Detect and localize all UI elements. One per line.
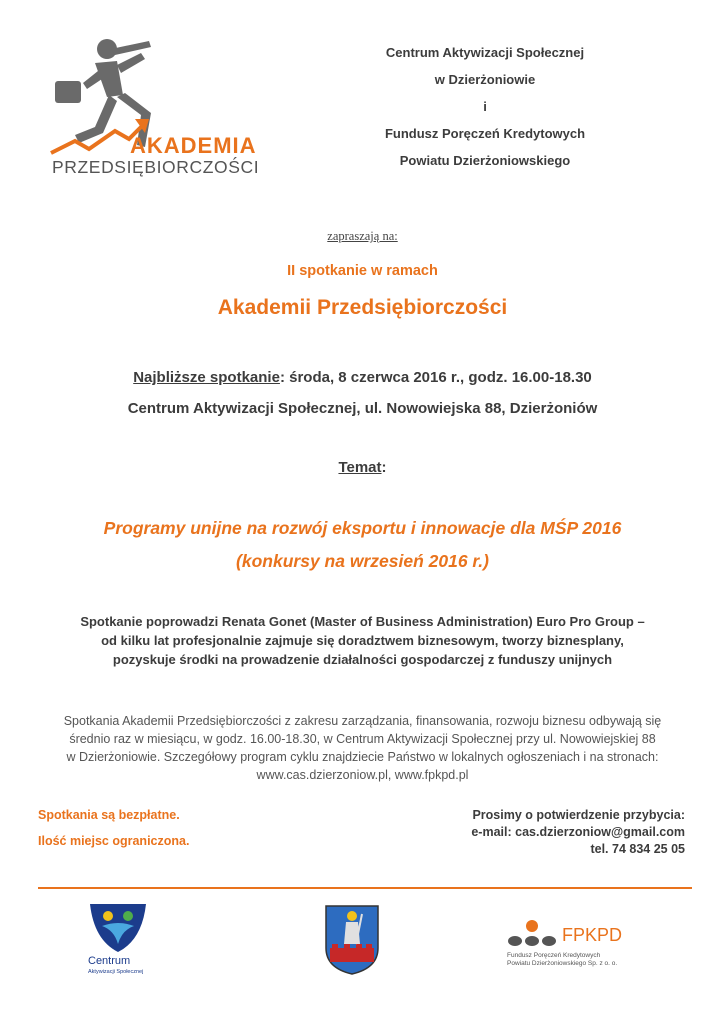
fpkpd-logo-name: FPKPD: [562, 925, 623, 945]
info-line-2: średnio raz w miesiącu, w godz. 16.00-18.30, w Centrum Aktywizacji Społecznej przy ul. Nowowiejskiej 88: [69, 732, 656, 746]
topic-heading: [0, 459, 725, 476]
event-subtitle: II spotkanie w ramach: [287, 263, 438, 279]
meeting-when: : środa, 8 czerwca 2016 r., godz. 16.00-18.30: [279, 369, 592, 386]
organizer-line-5: Powiatu Dzierżoniowskiego: [399, 153, 571, 168]
rsvp-email[interactable]: e-mail: cas.dzierzoniow@gmail.com: [471, 825, 685, 839]
logo-title: AKADEMIA: [130, 133, 257, 158]
organizer-line-2: w Dzierżoniowie: [434, 72, 536, 87]
speaker-line-2: od kilku lat profesjonalnie zajmuje się doradztwem biznesowym, tworzy biznesplany,: [101, 633, 624, 648]
topic-label: Temat: [338, 459, 382, 476]
free-note: Spotkania są bezpłatne.: [38, 808, 180, 822]
fpkpd-logo-icon: [505, 918, 560, 948]
info-line-1: Spotkania Akademii Przedsiębiorczości z zakresu zarządzania, finansowania, rozwoju biznesu odbywają się: [63, 714, 662, 728]
topic-colon: :: [381, 459, 387, 476]
speaker-line-3: pozyskuje środki na prowadzenie działalności gospodarczej z funduszy unijnych: [112, 652, 613, 667]
meeting-place: Centrum Aktywizacji Społecznej, ul. Nowowiejska 88, Dzierżoniów: [127, 400, 598, 417]
organizer-line-3: i: [483, 99, 487, 114]
info-paragraph: [0, 712, 725, 784]
cas-logo-name: Centrum: [88, 955, 131, 967]
meeting-line: [0, 369, 725, 386]
invite-text: zapraszają na:: [327, 229, 398, 243]
meeting-label: Najbliższe spotkanie: [133, 369, 280, 386]
logo-subtitle: PRZEDSIĘBIORCZOŚCI: [52, 157, 260, 177]
fpkpd-logo-subtitle: [507, 952, 617, 968]
rsvp-phone: tel. 74 834 25 05: [590, 842, 685, 856]
speaker-description: [0, 612, 725, 669]
cas-logo-subtitle: Aktywizacji Społecznej: [88, 969, 144, 975]
city-crest-icon: [322, 904, 382, 976]
event-title: Akademii Przedsiębiorczości: [217, 296, 508, 319]
cas-logo-icon: [84, 900, 164, 980]
fpkpd-sub-line-2: Powiatu Dzierżoniowskiego Sp. z o. o.: [507, 960, 618, 967]
organizer-line-4: Fundusz Poręczeń Kredytowych: [384, 126, 586, 141]
speaker-line-1: Spotkanie poprowadzi Renata Gonet (Master of Business Administration) Euro Pro Group –: [80, 614, 645, 629]
fpkpd-sub-line-1: Fundusz Poręczeń Kredytowych: [507, 952, 601, 959]
footer-divider: [38, 887, 692, 889]
organizer-line-1: Centrum Aktywizacji Społecznej: [385, 45, 585, 60]
info-links[interactable]: www.cas.dzierzoniow.pl, www.fpkpd.pl: [256, 768, 469, 782]
limited-seats-note: Ilość miejsc ograniczona.: [38, 834, 190, 848]
info-line-3: w Dzierżoniowie. Szczegółowy program cyklu znajdziecie Państwo w lokalnych ogłoszeniach i na stronach:: [66, 750, 659, 764]
topic-line-2: (konkursy na wrzesień 2016 r.): [236, 551, 489, 571]
rsvp-text: Prosimy o potwierdzenie przybycia:: [472, 808, 685, 822]
topic-line-1: Programy unijne na rozwój eksportu i innowacje dla MŚP 2016: [103, 518, 622, 538]
